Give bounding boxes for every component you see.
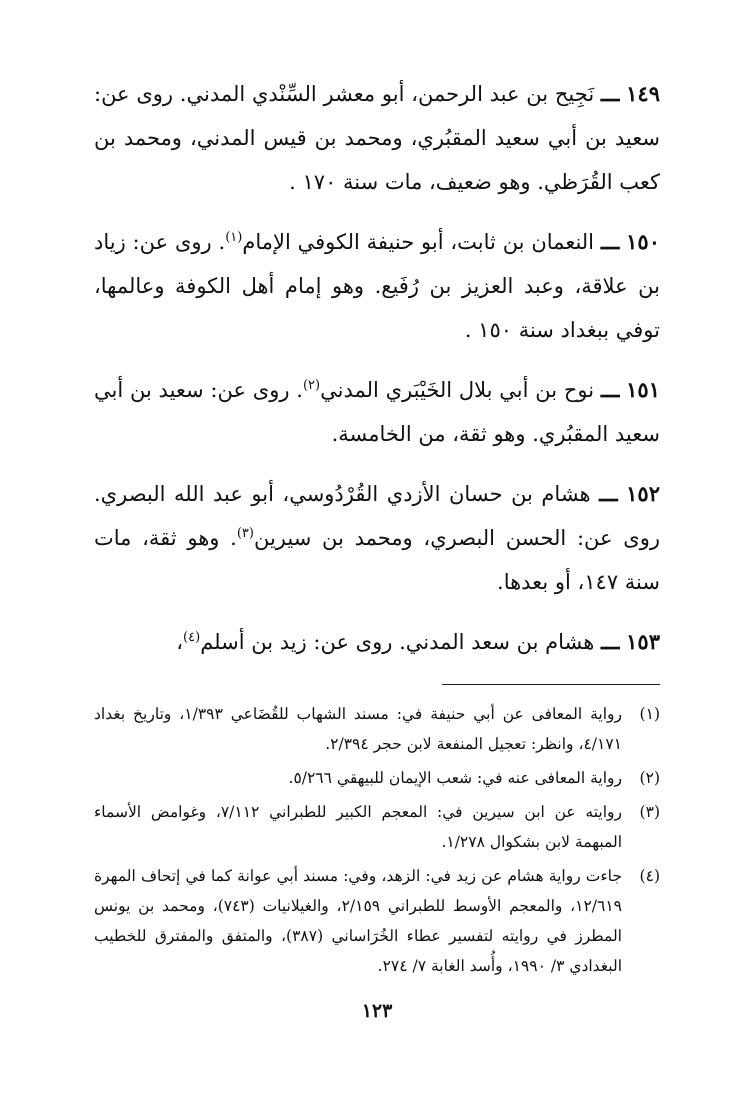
footnote-text: جاءت رواية هشام عن زيد في: الزهد، وفي: مسند أبي عوانة كما في إتحاف المهرة ١٢/٦١٩، والمعجم الأوسط للطبراني ٢/١٥٩، والغيلانيات (٧٤٣)، ومحمد بن يونس المطرز في روايته لتفسير عطاء الخُرَاساني (٣٨٧)، والمتفق والمفترق للخطيب البغدادي ٣/ ١٩٩٠، وأُسد الغابة ٧/ ٢٧٤. xyxy=(94,867,622,975)
entry-153 xyxy=(94,620,660,664)
footnote-ref[interactable]: (٤) xyxy=(183,630,201,645)
biography-entries xyxy=(94,72,660,664)
entry-dash: ـــ xyxy=(599,481,618,506)
footnotes xyxy=(94,699,660,981)
footnote-text: رواية المعافى عن أبي حنيفة في: مسند الشهاب للقُضَاعي ١/٣٩٣، وتاريخ بغداد ٤/١٧١، وانظر: تعجيل المنفعة لابن حجر ٢/٣٩٤. xyxy=(94,705,622,753)
entry-149 xyxy=(94,72,660,204)
entry-text: هشام بن حسان الأزدي القُرْدُوسي، أبو عبد الله البصري. روى عن: الحسن البصري، ومحمد بن سيرين xyxy=(94,482,660,550)
footnote-ref[interactable]: (١) xyxy=(225,230,243,245)
footnote-2 xyxy=(94,763,660,793)
footnote-mark: (٤) xyxy=(639,867,660,885)
entry-text: هشام بن سعد المدني. روى عن: زيد بن أسلم xyxy=(200,630,595,654)
entry-text-continued: ، xyxy=(176,630,184,654)
footnote-1 xyxy=(94,699,660,759)
entry-number: ١٤٩ xyxy=(626,81,660,106)
entry-151 xyxy=(94,368,660,456)
entry-150 xyxy=(94,220,660,352)
footnote-text: رواية المعافى عنه في: شعب الإيمان للبيهقي ٥/٢٦٦. xyxy=(288,769,622,787)
entry-number: ١٥٣ xyxy=(626,629,660,654)
entry-text: نَجِيح بن عبد الرحمن، أبو معشر السِّنْدي المدني. روى عن: سعيد بن أبي سعيد المقبُري، ومحمد بن قيس المدني، ومحمد بن كعب القُرَظي. وهو ضعيف، مات سنة ١٧٠ . xyxy=(94,82,660,194)
entry-dash: ـــ xyxy=(600,81,620,106)
footnote-divider xyxy=(442,684,660,685)
entry-text: النعمان بن ثابت، أبو حنيفة الكوفي الإمام xyxy=(242,230,595,254)
entry-text: نوح بن أبي بلال الخَيْبَري المدني xyxy=(320,378,595,402)
footnote-3 xyxy=(94,797,660,857)
footnote-text: روايته عن ابن سيرين في: المعجم الكبير للطبراني ٧/١١٢، وغوامض الأسماء المبهمة لابن بشكوال ١/٢٧٨. xyxy=(94,803,622,851)
entry-dash: ـــ xyxy=(600,377,620,402)
entry-text-continued: . روى عن: زياد بن علاقة، وعبد العزيز بن رُفَيع. وهو إمام أهل الكوفة وعالمها، توفي ببغداد سنة ١٥٠ . xyxy=(94,230,660,342)
footnote-mark: (٣) xyxy=(639,803,660,821)
entry-152 xyxy=(94,472,660,604)
footnote-4 xyxy=(94,861,660,981)
entry-number: ١٥٠ xyxy=(626,229,660,254)
entry-text-continued: . روى عن: سعيد بن أبي سعيد المقبُري. وهو ثقة، من الخامسة. xyxy=(94,378,660,446)
footnote-mark: (١) xyxy=(639,705,660,723)
footnote-ref[interactable]: (٢) xyxy=(302,378,321,393)
entry-number: ١٥٢ xyxy=(626,481,660,506)
entry-dash: ـــ xyxy=(601,629,620,654)
footnote-mark: (٢) xyxy=(639,769,660,787)
entry-number: ١٥١ xyxy=(626,377,660,402)
entry-text-continued: . وهو ثقة، مات سنة ١٤٧، أو بعدها. xyxy=(94,526,660,594)
footnote-ref[interactable]: (٣) xyxy=(236,526,254,541)
page-number: ١٢٣ xyxy=(361,1000,393,1022)
entry-dash: ـــ xyxy=(600,229,620,254)
